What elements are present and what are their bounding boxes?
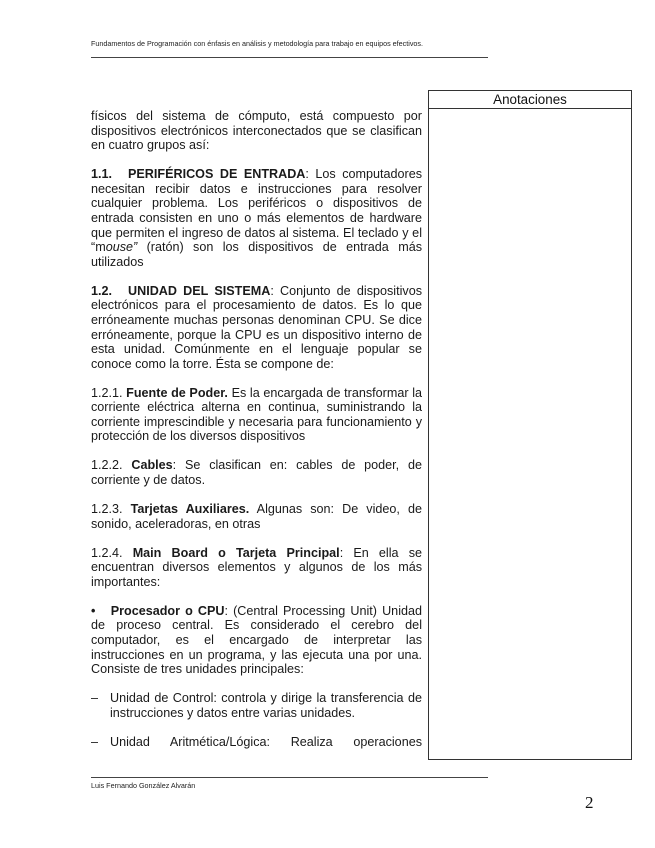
section-unidad-sistema: 1.2. UNIDAD DEL SISTEMA: Conjunto de dispositivos electrónicos para el procesamiento de datos. Es lo que erróneamente muchas personas denominan CPU. Se dice erróneamente, porque la CPU es un dispositivo interno de esta unidad. Comúnmente en el lenguaje popular se conoce como la torre. Ésta se compone de: xyxy=(91,283,422,371)
subsection-title: Cables xyxy=(131,458,173,473)
bullet-icon: • xyxy=(91,603,96,618)
subsection-number: 1.2.4. xyxy=(91,545,123,560)
section-title: UNIDAD DEL SISTEMA xyxy=(128,283,271,298)
footer-divider xyxy=(91,777,488,778)
annotations-title: Anotaciones xyxy=(429,91,631,109)
footer-author: Luis Fernando González Alvarán xyxy=(91,781,196,790)
section-title: PERIFÉRICOS DE ENTRADA xyxy=(128,167,306,182)
subsection-number: 1.2.2. xyxy=(91,458,123,473)
dash-icon: – xyxy=(91,734,99,749)
dash-icon: – xyxy=(91,691,99,706)
main-text xyxy=(91,109,422,778)
list-item: – Unidad Aritmética/Lógica: Realiza operaciones xyxy=(91,735,422,764)
list-item: – Unidad de Control: controla y dirige la transferencia de instrucciones y datos entre varias unidades. xyxy=(91,691,422,720)
intro-paragraph: físicos del sistema de cómputo, está compuesto por dispositivos electrónicos interconectados que se clasifican en cuatro grupos así: xyxy=(91,109,422,153)
subsection-fuente-poder: 1.2.1. Fuente de Poder. Es la encargada de transformar la corriente eléctrica alterna en continua, suministrando la corriente imprescindible y necesaria para funcionamiento y protección de los diversos dispositivos xyxy=(91,385,422,444)
section-number: 1.2. xyxy=(91,283,113,298)
page-header: Fundamentos de Programación con énfasis en análisis y metodología para trabajo en equipos efectivos. xyxy=(91,39,424,48)
page-number: 2 xyxy=(585,793,594,812)
subsection-tarjetas: 1.2.3. Tarjetas Auxiliares. Algunas son: De video, de sonido, aceleradoras, en otras xyxy=(91,502,422,531)
header-divider xyxy=(91,57,488,58)
subsection-number: 1.2.3. xyxy=(91,502,123,517)
section-perifericos: 1.1. PERIFÉRICOS DE ENTRADA: Los computadores necesitan recibir datos e instrucciones para resolver cualquier problema. Los periféricos o dispositivos de entrada consisten en uno o más elementos de hardware que permiten el ingreso de datos al sistema. El teclado y el “mouse” (ratón) son los dispositivos de entrada más utilizados xyxy=(91,167,423,269)
bullet-procesador: • Procesador o CPU: (Central Processing Unit) Unidad de proceso central. Es considerado el cerebro del computador, es el encargado de interpretar las instrucciones en un programa, y las ejecuta una por una. Consiste de tres unidades principales: xyxy=(91,603,423,677)
subsection-number: 1.2.1. xyxy=(91,385,123,400)
subsection-main-board: 1.2.4. Main Board o Tarjeta Principal: En ella se encuentran diversos elementos y algunos de los más importantes: xyxy=(91,545,422,589)
section-number: 1.1. xyxy=(91,167,113,182)
subsection-title: Fuente de Poder. xyxy=(126,385,228,400)
bullet-title: Procesador o CPU xyxy=(110,603,225,618)
subsection-cables: 1.2.2. Cables: Se clasifican en: cables de poder, de corriente y de datos. xyxy=(91,458,423,488)
annotations-column xyxy=(428,90,632,760)
subsection-title: Main Board o Tarjeta Principal xyxy=(132,545,340,560)
subsection-title: Tarjetas Auxiliares. xyxy=(130,502,250,517)
